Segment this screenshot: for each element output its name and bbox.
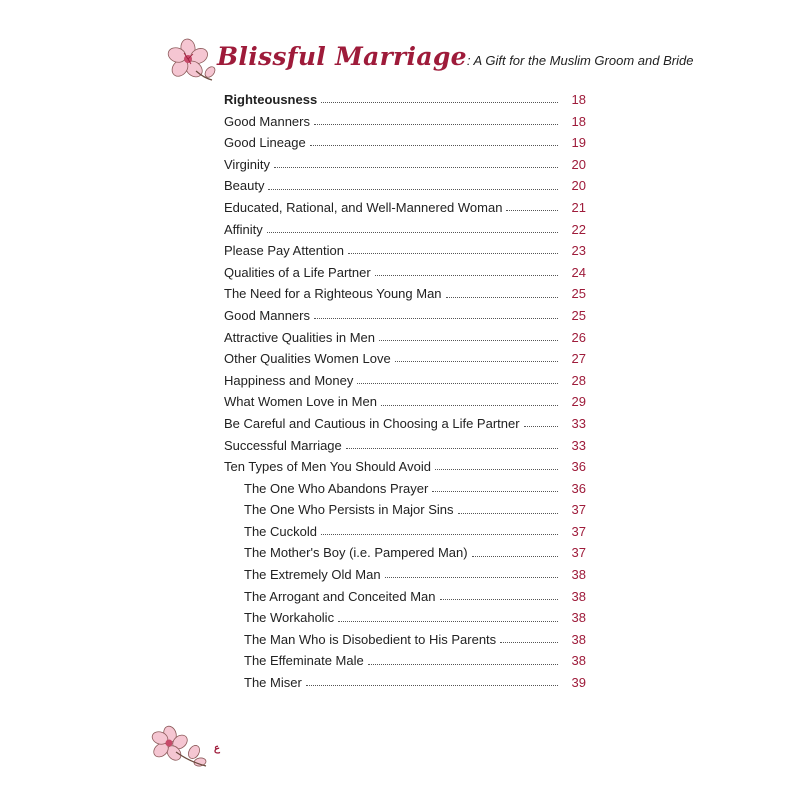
toc-entry-page: 37 <box>571 523 586 539</box>
dot-leader <box>321 534 558 535</box>
toc-entry-page: 18 <box>571 113 586 129</box>
toc-entry-page: 38 <box>571 631 586 647</box>
toc-entry <box>224 499 586 521</box>
dot-leader <box>375 275 558 276</box>
toc-entry-title: The Extremely Old Man <box>244 567 381 583</box>
dot-leader <box>440 599 558 600</box>
cherry-blossom-icon <box>150 722 208 770</box>
toc-entry <box>224 629 586 651</box>
toc-entry-page: 25 <box>571 307 586 323</box>
toc-entry-page: 38 <box>571 567 586 583</box>
toc-entry <box>224 564 586 586</box>
toc-entry-title: The One Who Abandons Prayer <box>244 480 429 496</box>
dot-leader <box>346 448 558 449</box>
toc-entry-page: 38 <box>571 653 586 669</box>
toc-entry-page: 29 <box>571 394 586 410</box>
toc-entry <box>224 672 586 694</box>
toc-entry-page: 33 <box>571 415 586 431</box>
toc-entry <box>224 650 586 672</box>
toc-entry <box>224 219 586 241</box>
toc-entry-page: 24 <box>571 264 586 280</box>
toc-entry <box>224 262 586 284</box>
toc-entry-title: Affinity <box>224 221 263 237</box>
toc-entry-title: The Cuckold <box>244 523 317 539</box>
toc-entry <box>224 348 586 370</box>
book-title: Blissful Marriage: A Gift for the Muslim Groom and Bride <box>217 42 694 71</box>
toc-entry <box>224 542 586 564</box>
toc-entry <box>224 435 586 457</box>
toc-entry <box>224 327 586 349</box>
dot-leader <box>321 102 558 103</box>
toc-entry-page: 26 <box>571 329 586 345</box>
toc-entry-page: 20 <box>571 178 586 194</box>
toc-entry-page: 38 <box>571 610 586 626</box>
toc-entry-page: 23 <box>571 243 586 259</box>
toc-entry-page: 36 <box>571 459 586 475</box>
dot-leader <box>357 383 558 384</box>
toc-entry <box>224 370 586 392</box>
dot-leader <box>306 685 558 686</box>
toc-entry-page: 39 <box>571 675 586 691</box>
dot-leader <box>524 426 558 427</box>
dot-leader <box>500 642 558 643</box>
toc-entry <box>224 89 586 111</box>
toc-entry-title: What Women Love in Men <box>224 394 377 410</box>
toc-entry-title: Good Manners <box>224 113 310 129</box>
dot-leader <box>435 469 558 470</box>
toc-entry <box>224 521 586 543</box>
toc-entry-title: Righteousness <box>224 92 318 107</box>
dot-leader <box>395 361 558 362</box>
dot-leader <box>348 253 558 254</box>
toc-entry-page: 28 <box>571 372 586 388</box>
toc-entry <box>224 283 586 305</box>
dot-leader <box>446 297 558 298</box>
dot-leader <box>385 577 558 578</box>
toc-entry-title: Ten Types of Men You Should Avoid <box>224 459 431 475</box>
toc-entry-page: 19 <box>571 135 586 151</box>
toc-entry-title: Beauty <box>224 178 265 194</box>
toc-entry <box>224 607 586 629</box>
toc-entry-title: Be Careful and Cautious in Choosing a Life Partner <box>224 415 520 431</box>
toc-entry-page: 25 <box>571 286 586 302</box>
toc-entry-page: 21 <box>571 199 586 215</box>
toc-entry <box>224 478 586 500</box>
toc-entry <box>224 456 586 478</box>
toc-entry-page: 20 <box>571 156 586 172</box>
page-number-folio: ع <box>214 743 220 754</box>
dot-leader <box>432 491 558 492</box>
toc-entry-page: 37 <box>571 502 586 518</box>
dot-leader <box>268 189 558 190</box>
toc-entry-title: The Need for a Righteous Young Man <box>224 286 442 302</box>
toc-entry-title: Please Pay Attention <box>224 243 344 259</box>
toc-entry-title: Good Manners <box>224 307 310 323</box>
toc-entry-title: The Miser <box>244 675 302 691</box>
toc-entry <box>224 154 586 176</box>
toc-entry-title: The One Who Persists in Major Sins <box>244 502 454 518</box>
dot-leader <box>338 621 558 622</box>
toc-entry-page: 18 <box>571 92 586 107</box>
dot-leader <box>506 210 558 211</box>
dot-leader <box>314 318 558 319</box>
toc-entry-title: Qualities of a Life Partner <box>224 264 371 280</box>
toc-entry-title: Happiness and Money <box>224 372 354 388</box>
toc-entry <box>224 175 586 197</box>
toc-entry <box>224 391 586 413</box>
toc-entry-title: The Arrogant and Conceited Man <box>244 588 436 604</box>
toc-entry-page: 33 <box>571 437 586 453</box>
toc-entry <box>224 586 586 608</box>
dot-leader <box>368 664 558 665</box>
toc-entry-title: The Effeminate Male <box>244 653 364 669</box>
toc-entry-title: Other Qualities Women Love <box>224 351 391 367</box>
toc-entry-title: The Mother's Boy (i.e. Pampered Man) <box>244 545 468 561</box>
dot-leader <box>458 513 558 514</box>
toc-entry-title: Attractive Qualities in Men <box>224 329 376 345</box>
toc-entry <box>224 111 586 133</box>
toc-entry-title: The Workaholic <box>244 610 335 626</box>
table-of-contents <box>224 89 586 694</box>
toc-entry-page: 37 <box>571 545 586 561</box>
toc-entry <box>224 413 586 435</box>
toc-entry-title: Good Lineage <box>224 135 306 151</box>
page-header <box>166 38 694 88</box>
cherry-blossom-icon <box>166 38 218 84</box>
toc-entry-page: 27 <box>571 351 586 367</box>
dot-leader <box>310 145 558 146</box>
dot-leader <box>314 124 558 125</box>
toc-entry-page: 36 <box>571 480 586 496</box>
toc-entry <box>224 240 586 262</box>
book-subtitle: : A Gift for the Muslim Groom and Bride <box>466 53 694 68</box>
dot-leader <box>381 405 558 406</box>
toc-entry-title: Virginity <box>224 156 271 172</box>
toc-entry-page: 38 <box>571 588 586 604</box>
dot-leader <box>379 340 558 341</box>
toc-entry-title: Educated, Rational, and Well-Mannered Woman <box>224 199 503 215</box>
dot-leader <box>274 167 558 168</box>
dot-leader <box>472 556 558 557</box>
toc-entry-title: The Man Who is Disobedient to His Parents <box>244 631 497 647</box>
toc-entry <box>224 305 586 327</box>
toc-entry-page: 22 <box>571 221 586 237</box>
dot-leader <box>267 232 558 233</box>
toc-entry <box>224 197 586 219</box>
toc-entry-title: Successful Marriage <box>224 437 342 453</box>
toc-entry <box>224 132 586 154</box>
